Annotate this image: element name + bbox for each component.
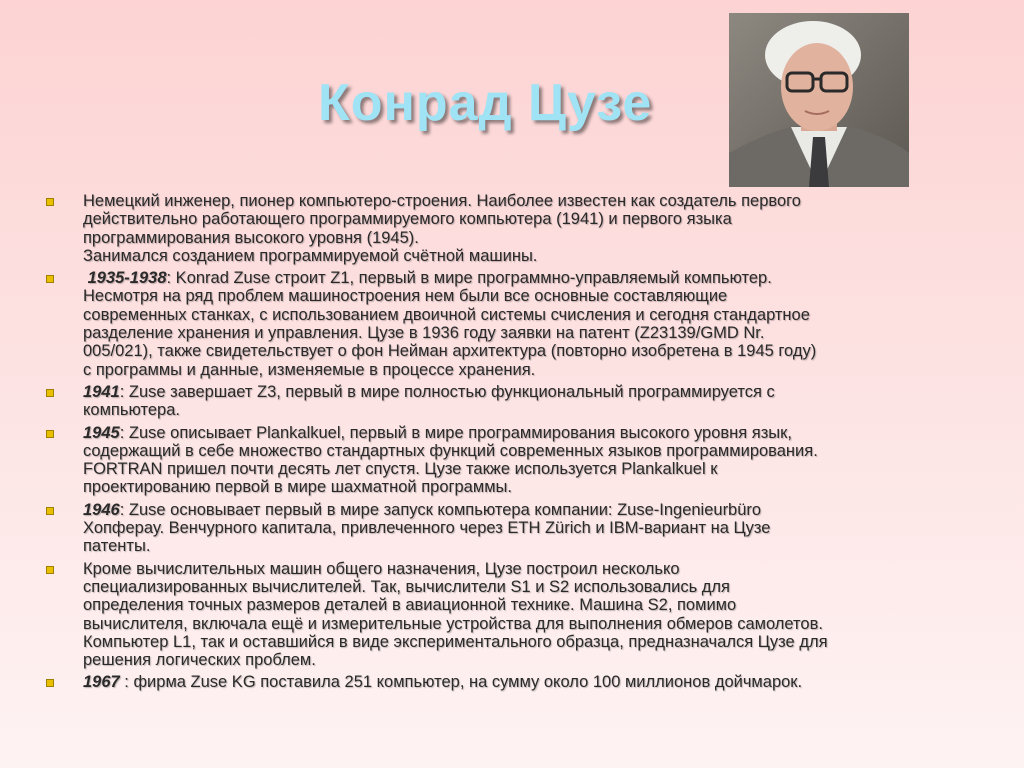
slide-title: Конрад Цузе: [318, 74, 653, 132]
bullet-line: действительно работающего программируемого компьютера (1941) и первого языка: [83, 210, 732, 229]
bullet-square-icon: [46, 566, 54, 574]
bullet-year: 1946: [83, 500, 120, 519]
bullet-line: : Zuse основывает первый в мире запуск компьютера компании: Zuse-Ingenieurbüro: [119, 500, 762, 519]
bullet-line: определения точных размеров деталей в авиационной технике. Машина S2, помимо: [83, 596, 737, 615]
bullet-line: Компьютер L1, так и оставшийся в виде экспериментального образца, предназначался Цузе для: [83, 632, 828, 651]
bullet-line: с программы и данные, изменяемые в процессе хранения.: [83, 360, 536, 379]
bullet-line: FORTRAN пришел почти десять лет спустя. Цузе также используется Plankalkuel к: [83, 460, 718, 479]
bullet-item: [40, 383, 990, 420]
bullet-line: компьютера.: [83, 401, 180, 420]
bullet-line: Кроме вычислительных машин общего назначения, Цузе построил несколько: [83, 559, 680, 578]
bullet-line: патенты.: [83, 537, 151, 556]
bullet-line: вычислителя, включала ещё и измерительные устройства для выполнения обмеров самолетов.: [83, 614, 823, 633]
bullet-item: [40, 269, 990, 379]
bullet-item: [40, 673, 990, 691]
bullet-year: 1941: [83, 382, 120, 401]
bullet-line: : Zuse описывает Plankalkuel, первый в мире программирования высокого уровня язык,: [119, 423, 792, 442]
bullet-line: Хопферау. Венчурного капитала, привлеченного через ETH Zürich и IBM-вариант на Цузе: [83, 519, 771, 538]
portrait-photo: [729, 13, 909, 187]
bullet-square-icon: [46, 198, 54, 206]
bullet-year: 1935-1938: [87, 269, 167, 288]
bullet-line: : Konrad Zuse строит Z1, первый в мире программно-управляемый компьютер.: [166, 269, 772, 288]
bullet-line: Несмотря на ряд проблем машиностроения нем были все основные составляющие: [83, 287, 728, 306]
bullet-line: : фирма Zuse KG поставила 251 компьютер, на сумму около 100 миллионов дойчмарок.: [119, 673, 803, 692]
bullet-line: современных станках, с использованием двоичной системы счисления и сегодня стандартное: [83, 305, 810, 324]
bullet-line: : Zuse завершает Z3, первый в мире полностью функциональный программируется с: [119, 382, 775, 401]
bullet-square-icon: [46, 430, 54, 438]
bullet-line: специализированных вычислителей. Так, вычислители S1 и S2 использовались для: [83, 577, 730, 596]
bullet-list: [40, 192, 990, 696]
bullet-line: Немецкий инженер, пионер компьютеро-строения. Наиболее известен как создатель первого: [83, 192, 801, 210]
bullet-item: [40, 501, 990, 556]
bullet-item: [40, 192, 990, 265]
bullet-item: [40, 560, 990, 670]
bullet-square-icon: [46, 389, 54, 397]
bullet-line: проектированию первой в мире шахматной программы.: [83, 478, 512, 497]
bullet-year: 1967: [83, 673, 120, 692]
bullet-line: программирования высокого уровня (1945).: [83, 228, 419, 247]
bullet-square-icon: [46, 679, 54, 687]
bullet-year: 1945: [83, 423, 120, 442]
bullet-line: Занимался созданием программируемой счётной машины.: [83, 246, 538, 265]
bullet-line: 005/021), также свидетельствует о фон Нейман архитектура (повторно изобретена в 1945 году): [83, 342, 817, 361]
bullet-line: разделение хранения и управления. Цузе в 1936 году заявки на патент (Z23139/GMD Nr.: [83, 324, 765, 343]
bullet-item: [40, 424, 990, 497]
bullet-square-icon: [46, 507, 54, 515]
bullet-square-icon: [46, 275, 54, 283]
bullet-line: содержащий в себе множество стандартных функций современных языков программирования.: [83, 441, 818, 460]
bullet-line: решения логических проблем.: [83, 651, 316, 670]
